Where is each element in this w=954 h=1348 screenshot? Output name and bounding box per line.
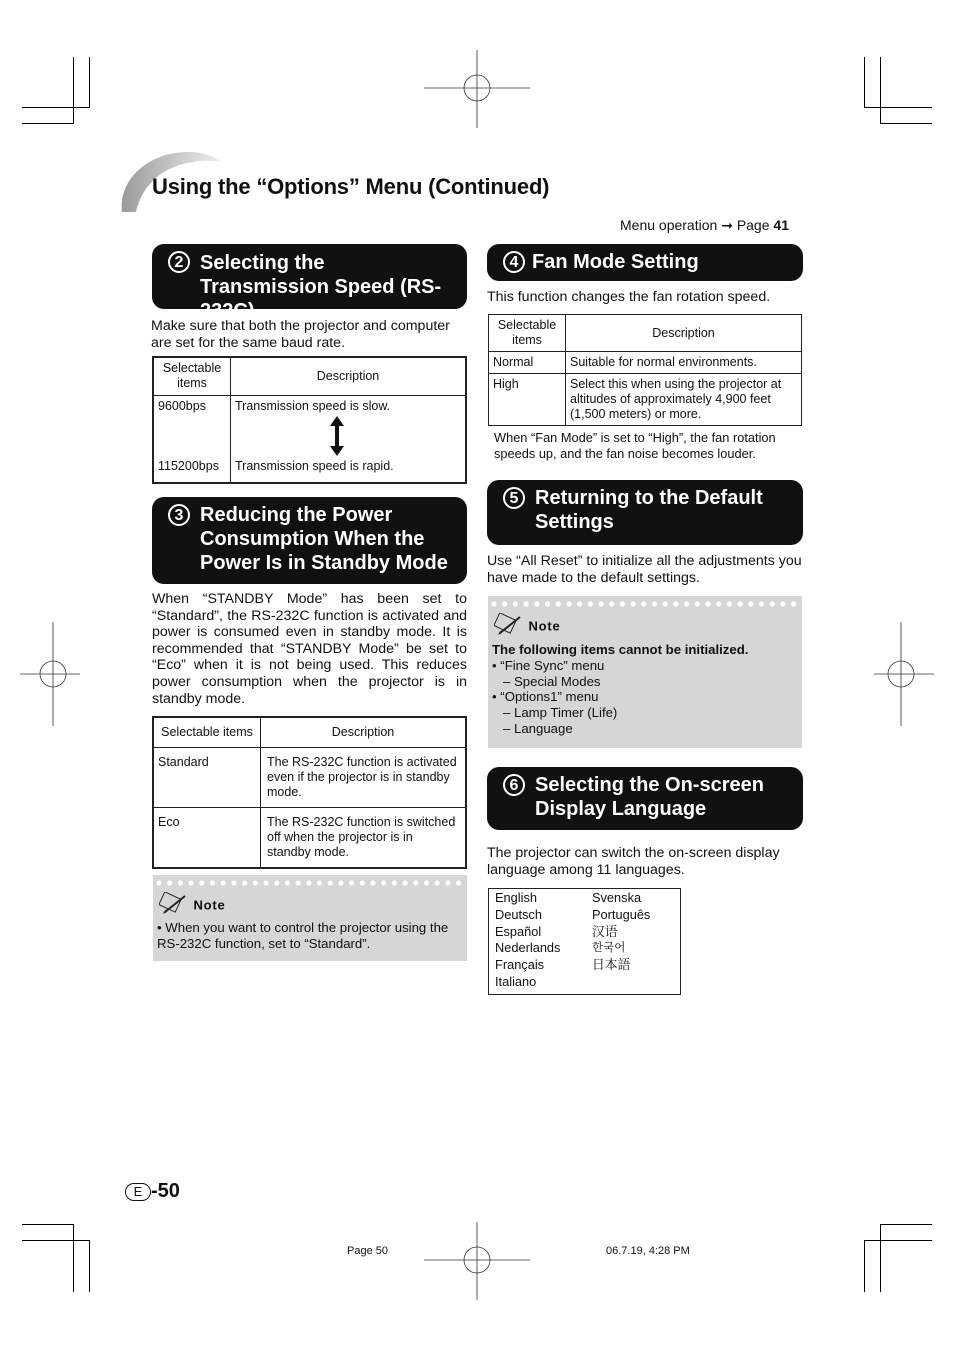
page-title: Using the “Options” Menu (Continued) (152, 174, 550, 199)
note-sub-special-modes: – Special Modes (503, 673, 601, 689)
border-dot (167, 880, 172, 885)
table-cell-item (153, 395, 231, 483)
border-dot (349, 880, 354, 885)
speed-9600: 9600bps (158, 398, 206, 413)
border-dot (524, 601, 529, 606)
table-header-items: Selectable items (153, 357, 231, 395)
registration-mark-left (20, 622, 80, 726)
note-sub-lamp-timer: – Lamp Timer (Life) (503, 705, 618, 721)
section-2-number: 2 (168, 251, 190, 273)
menu-operation-reference (620, 217, 789, 234)
section-4-header (487, 244, 803, 281)
border-dot (545, 601, 550, 606)
note-text: When you want to control the projector using the RS-232C function, set to “Standard”. (157, 920, 449, 951)
standby-eco-item: Eco (153, 807, 261, 868)
language-espanol: Español (495, 923, 542, 939)
border-dot (588, 601, 593, 606)
speed-rapid-desc: Transmission speed is rapid. (235, 458, 394, 473)
section-4-intro: This function changes the fan rotation speed. (487, 289, 771, 305)
border-dot (652, 601, 657, 606)
menu-page-label: Page (736, 217, 770, 233)
pencil-note-icon (159, 892, 189, 919)
border-dot (274, 880, 279, 885)
double-arrow-icon (329, 416, 345, 456)
border-dot (231, 880, 236, 885)
standby-eco-desc: The RS-232C function is switched off when the projector is in standby mode. (261, 807, 467, 868)
registration-mark-right (874, 622, 934, 726)
dotted-border (153, 879, 467, 887)
menu-page-number: 41 (773, 217, 789, 233)
language-deutsch: Deutsch (495, 906, 542, 922)
border-dot (189, 880, 194, 885)
border-dot (285, 880, 290, 885)
border-dot (242, 880, 247, 885)
table-cell-description (231, 395, 467, 483)
note-label: Note (193, 897, 226, 913)
table-header-description: Description (231, 357, 467, 395)
border-dot (156, 880, 161, 885)
section-5-intro: Use “All Reset” to initialize all the adjustments you have made to the default settings. (487, 553, 802, 586)
speed-115200: 115200bps (158, 458, 219, 473)
border-dot (716, 601, 721, 606)
border-dot (263, 880, 268, 885)
border-dot (534, 601, 539, 606)
border-dot (413, 880, 418, 885)
border-dot (403, 880, 408, 885)
note-item-options1: “Options1” menu (500, 689, 599, 705)
note-item-fine-sync: “Fine Sync” menu (500, 657, 605, 673)
language-korean: 한국어 (592, 942, 626, 955)
border-dot (392, 880, 397, 885)
table-header-items: Selectable items (489, 315, 566, 352)
section-6-number: 6 (503, 774, 525, 796)
dotted-border (488, 600, 802, 608)
language-francais: Français (495, 957, 545, 973)
border-dot (370, 880, 375, 885)
fan-mode-table (488, 314, 802, 426)
border-dot (178, 880, 183, 885)
note-heading: The following items cannot be initialized. (492, 642, 749, 657)
border-dot (210, 880, 215, 885)
border-dot (296, 880, 301, 885)
border-dot (695, 601, 700, 606)
language-italiano: Italiano (495, 973, 537, 989)
footer-timestamp: 06.7.19, 4:28 PM (606, 1245, 690, 1257)
language-nederlands: Nederlands (495, 940, 561, 956)
border-dot (705, 601, 710, 606)
standby-standard-desc: The RS-232C function is activated even if the projector is in standby mode. (261, 747, 467, 807)
border-dot (684, 601, 689, 606)
border-dot (598, 601, 603, 606)
section-5-number: 5 (503, 487, 525, 509)
border-dot (566, 601, 571, 606)
section-3-header (152, 497, 467, 584)
border-dot (221, 880, 226, 885)
bullet-icon: • (157, 920, 162, 935)
border-dot (791, 601, 796, 606)
table-header-description: Description (261, 717, 467, 747)
bullet-icon: • (492, 657, 497, 673)
arrow-right-icon: ➞ (721, 217, 733, 233)
border-dot (727, 601, 732, 606)
language-portugues: Português (592, 906, 651, 922)
section-6-title: Selecting the On-screen Display Language (535, 774, 764, 820)
section-5-note (488, 596, 802, 748)
border-dot (738, 601, 743, 606)
border-dot (199, 880, 204, 885)
standby-mode-table (152, 716, 467, 869)
fan-normal-desc: Suitable for normal environments. (566, 352, 802, 374)
language-svenska: Svenska (592, 890, 642, 905)
section-2-header (152, 244, 467, 322)
border-dot (317, 880, 322, 885)
border-dot (328, 880, 333, 885)
registration-mark-top (424, 50, 530, 128)
fan-high-item: High (489, 374, 566, 426)
language-chinese: 汉语 (592, 923, 618, 939)
language-japanese: 日本語 (592, 957, 631, 973)
section-4-title: Fan Mode Setting (532, 251, 699, 273)
language-list (488, 888, 681, 995)
border-dot (338, 880, 343, 885)
border-dot (641, 601, 646, 606)
section-3-title: Reducing the Power Consumption When the Power Is in Standby Mode (200, 504, 448, 574)
border-dot (620, 601, 625, 606)
border-dot (424, 880, 429, 885)
section-3-number: 3 (168, 504, 190, 526)
standby-standard-item: Standard (153, 747, 261, 807)
border-dot (609, 601, 614, 606)
border-dot (556, 601, 561, 606)
border-dot (663, 601, 668, 606)
border-dot (577, 601, 582, 606)
table-header-items: Selectable items (153, 717, 261, 747)
section-5-title: Returning to the Default Settings (535, 487, 763, 533)
border-dot (631, 601, 636, 606)
section-2-title: Selecting the Transmission Speed (RS-232C) (200, 252, 442, 322)
page-number (125, 1180, 180, 1203)
section-6-intro: The projector can switch the on-screen display language among 11 languages. (487, 845, 780, 878)
section-5-header (487, 480, 803, 545)
transmission-speed-table (152, 356, 467, 484)
language-english: English (495, 890, 537, 905)
border-dot (445, 880, 450, 885)
registration-mark-bottom (424, 1222, 530, 1300)
fan-mode-footnote: When “Fan Mode” is set to “High”, the fan rotation speeds up, and the fan noise becomes louder. (494, 430, 776, 461)
table-header-description: Description (566, 315, 802, 352)
border-dot (456, 880, 461, 885)
border-dot (360, 880, 365, 885)
border-dot (673, 601, 678, 606)
section-2-intro: Make sure that both the projector and computer are set for the same baud rate. (151, 318, 450, 351)
border-dot (780, 601, 785, 606)
fan-normal-item: Normal (489, 352, 566, 374)
menu-operation-label: Menu operation (620, 217, 718, 233)
speed-slow-desc: Transmission speed is slow. (235, 398, 391, 413)
border-dot (435, 880, 440, 885)
border-dot (502, 601, 507, 606)
border-dot (759, 601, 764, 606)
border-dot (381, 880, 386, 885)
fan-high-desc: Select this when using the projector at altitudes of approximately 4,900 feet (1,500 meters) or more. (566, 374, 802, 426)
border-dot (748, 601, 753, 606)
page-number-value: -50 (151, 1180, 180, 1202)
note-sub-language: – Language (503, 720, 573, 736)
border-dot (513, 601, 518, 606)
page-prefix-badge: E (125, 1183, 151, 1201)
bullet-icon: • (492, 689, 497, 705)
pencil-note-icon (494, 613, 524, 640)
section-3-note (153, 875, 467, 961)
border-dot (770, 601, 775, 606)
border-dot (491, 601, 496, 606)
section-6-header (487, 767, 803, 830)
note-label: Note (528, 618, 561, 634)
section-4-number: 4 (503, 251, 525, 273)
border-dot (306, 880, 311, 885)
footer-page: Page 50 (347, 1245, 388, 1257)
border-dot (253, 880, 258, 885)
section-3-intro: When “STANDBY Mode” has been set to “Standard”, the RS-232C function is activated and power is consumed even in standby mode. It is recommended that “STANDBY Mode” be set to “Eco” when it is not being used. This reduces power consumption when the projector is in standby mode. (152, 591, 467, 707)
